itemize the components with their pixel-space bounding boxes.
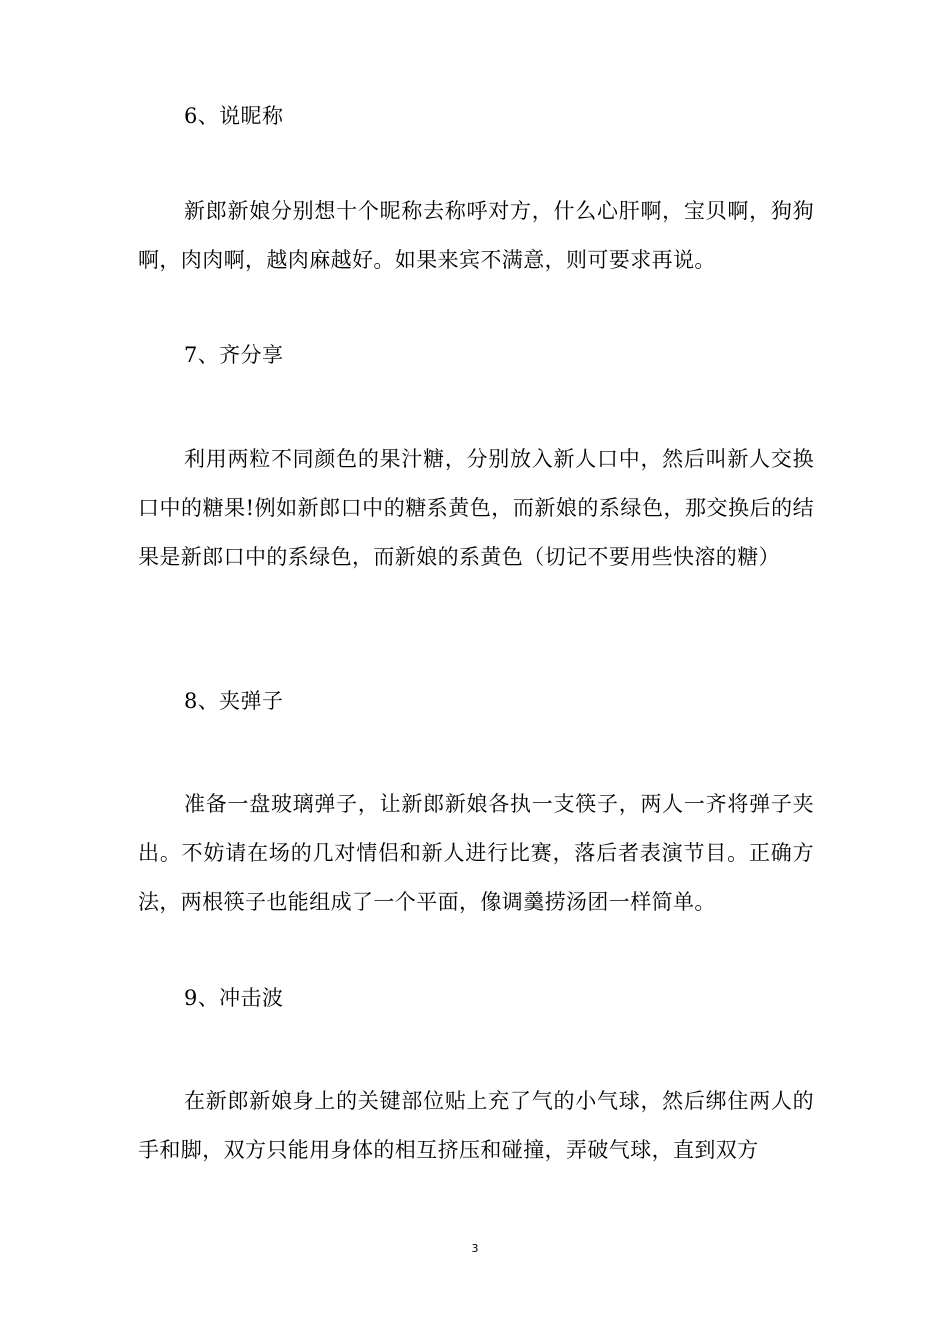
section-paragraph-6: 新郎新娘分别想十个昵称去称呼对方，什么心肝啊，宝贝啊，狗狗啊，肉肉啊，越肉麻越好。如果来宾不满意，则可要求再说。 — [138, 199, 814, 272]
section-heading-9: 9、冲击波 — [184, 986, 284, 1010]
section-paragraph-7: 利用两粒不同颜色的果汁糖，分别放入新人口中，然后叫新人交换口中的糖果!例如新郎口中的糖系黄色，而新娘的系绿色，那交换后的结果是新郎口中的系绿色，而新娘的系黄色（切记不要用些快溶的糖） — [138, 447, 814, 569]
section-heading-8: 8、夹弹子 — [184, 689, 284, 713]
section-heading-7: 7、齐分享 — [184, 343, 284, 367]
page-number: 3 — [471, 1242, 479, 1255]
section-paragraph-9: 在新郎新娘身上的关键部位贴上充了气的小气球，然后绑住两人的手和脚，双方只能用身体的相互挤压和碰撞，弄破气球，直到双方 — [138, 1089, 814, 1162]
section-heading-6: 6、说昵称 — [184, 104, 284, 128]
section-paragraph-8: 准备一盘玻璃弹子，让新郎新娘各执一支筷子，两人一齐将弹子夹出。不妨请在场的几对情侣和新人进行比赛，落后者表演节目。正确方法，两根筷子也能组成了一个平面，像调羹捞汤团一样简单。 — [138, 792, 814, 914]
